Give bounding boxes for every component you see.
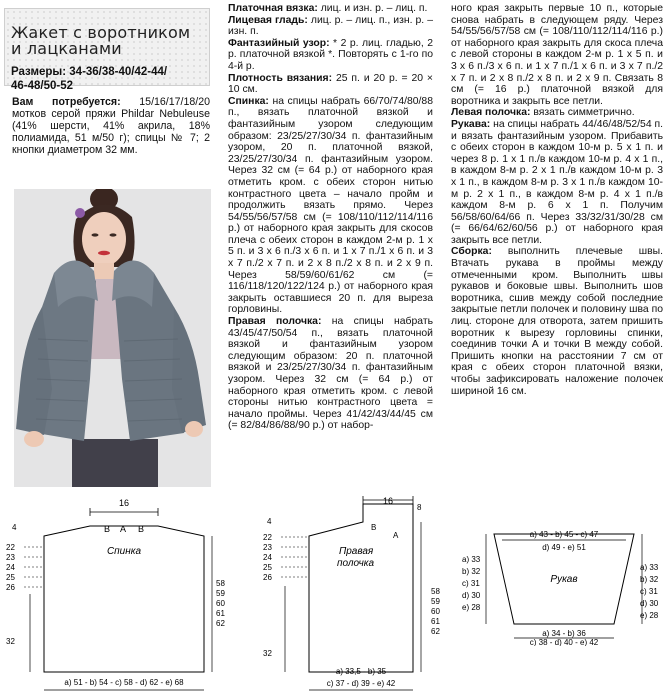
col3-p2-text: вязать симметрично. <box>530 107 635 119</box>
col2-p6-label: Правая полочка: <box>228 316 322 328</box>
sleeve-right-dim-5: e) 28 <box>640 611 659 620</box>
front-label-line-1: Правая <box>339 546 374 557</box>
title-line-1: Жакет с воротником <box>11 23 191 42</box>
col2-p1-label: Платочная вязка: <box>228 3 318 14</box>
sleeve-left-dim-3: c) 31 <box>462 579 480 588</box>
back-point-b-left: B <box>104 524 111 534</box>
col2-p4-label: Плотность вязания: <box>228 72 333 84</box>
back-left-dim-2: 22 <box>6 543 15 552</box>
back-right-dim-3: 60 <box>216 599 225 608</box>
back-top-width: 16 <box>118 498 130 508</box>
front-right-dim-2: 59 <box>431 597 440 606</box>
front-label-line-2: полочка <box>337 558 375 569</box>
back-left-dim-7: 32 <box>6 637 15 646</box>
col2-p2-label: Лицевая гладь: <box>228 14 308 26</box>
col2-p1-text: лиц. и изн. р. – лиц. п. <box>317 3 428 14</box>
col3-p1-text: ного края закрыть первые 10 п., которые снова набрать в следующем ряду. Через 54/55/56/57/58 см (= 108/110/112/114/116 р.) от наборного края закрыть для скоса плеча с левой стороны в каждом 2-м р. 1 х 5 п. и 3 х 6 п./3 х 6 п. и 1 х 7 п./1 х 6 п. и 3 х 7 п./2 х 7 п. и 2 х 8 п./2 х 8 п. и 2 х 9 п. Связать 8 см (= 16 р.) платочной вязкой для воротника и закрыть все петли. <box>451 3 663 107</box>
back-left-dim-6: 26 <box>6 583 15 592</box>
col2-p2-text: лиц. р. – лиц. п., изн. р. – изн. п. <box>228 14 433 38</box>
back-right-dim-1: 58 <box>216 579 225 588</box>
sleeve-right-dim-2: b) 32 <box>640 575 659 584</box>
col2-p6-text: на спицы набрать 43/45/47/50/54 п., вязать платочной вязкой и фантазийным узором следующим образом: 20 п. платочной вязкой и 23/25/27/30/34 п. фантазийным узором. Через 32 см (= 64 р.) от наборного края отметить кром. с левой стороны нитью контрастного цвета = начало проймы. Через 41/42/43/44/45 см (= 82/84/86/88/90 р.) от набор- <box>228 316 433 432</box>
back-left-dim-5: 25 <box>6 573 15 582</box>
col2-p3-text: * 2 р. лиц. гладью, 2 р. платочной вязкой *. Повторять с 1-го по 4-й р. <box>228 37 433 72</box>
sleeve-left-dim-5: e) 28 <box>462 603 481 612</box>
materials-label: Вам потребуется: <box>12 96 121 108</box>
col2-p3-label: Фантазийный узор: <box>228 37 330 49</box>
sizes-label: Размеры: <box>11 66 67 78</box>
sleeve-right-dim-4: d) 30 <box>640 599 659 608</box>
back-left-dim-1: 4 <box>12 523 17 532</box>
sleeve-label: Рукав <box>550 574 578 585</box>
back-right-dim-5: 62 <box>216 619 225 628</box>
back-right-dim-4: 61 <box>216 609 225 618</box>
front-left-dim-bottom: 32 <box>263 649 272 658</box>
sizes <box>11 65 207 93</box>
front-top-width: 16 <box>383 496 394 506</box>
pattern-title <box>11 25 207 57</box>
col2-p4-text: 25 п. и 20 р. = 20 × 10 см. <box>228 72 434 96</box>
col3-p2-label: Левая полочка: <box>451 107 531 119</box>
col3-p3-text: на спицы набрать 44/46/48/52/54 п. и вязать фантазийным узором. Прибавить с обеих сторон в каждом 10-м р. 5 х 1 п. и через 8 р. 1 х 1 п./в каждом 10-м р. 4 х 1 п., в каждом 8-м р. 2 х 1 п./в каждом 10-м р. 3 х 1 п., в каждом 8-м р. 3 х 1 п./в каждом 10-м р. 2 х 1 п., в каждом 8-м р. 4 х 1 п./в каждом 8-м р. 6 х 1 п. Получим 56/58/60/64/66 п. Через 33/32/31/30/28 см (= 66/64/62/60/56 р.) от наборного края закрыть все петли. <box>451 118 664 246</box>
back-schematic <box>0 494 225 700</box>
materials-block <box>12 96 210 156</box>
front-right-dim-5: 62 <box>431 627 440 636</box>
sleeve-bottom-dims-2: c) 38 - d) 40 - e) 42 <box>529 638 599 646</box>
back-left-dim-4: 24 <box>6 563 15 572</box>
col3-p4-label: Сборка: <box>451 246 492 258</box>
front-right-dim-1: 58 <box>431 587 440 596</box>
front-schematic <box>255 494 455 700</box>
back-point-a: A <box>120 524 127 534</box>
col3-p3-label: Рукава: <box>451 118 491 130</box>
sleeve-top-dims-2: d) 49 - e) 51 <box>542 543 586 552</box>
col3-p4-text: выполнить плечевые швы. Втачать рукава в проймы между отмеченными кром. Выполнить швы рукавов и боковые швы. Выполнить шов воротника, сшив между собой последние закрытые петли полочек и половину шва по лиц. стороне для отворота, затем пришить воротник к вырезу горловины спинки, соединив точки А и точки В между собой. Пришить кнопки на расстоянии 7 см от края с обеих сторон платочной вязки, чтобы зафиксировать наложение полочек шириной 16 см. <box>451 246 663 397</box>
sleeve-schematic <box>458 526 671 646</box>
materials-text: 15/16/17/18/20 мотков серой пряжи Phildar Nebuleuse (41% шерсти, 41% акрила, 18% полиамида, 51 м/50 г); спицы № 7; 2 кнопки диаметром 32 мм. <box>12 96 210 156</box>
back-right-dim-2: 59 <box>216 589 225 598</box>
front-left-dim-3: 23 <box>263 543 272 552</box>
sleeve-left-dim-1: a) 33 <box>462 555 481 564</box>
column-2 <box>228 3 433 432</box>
model-photo <box>14 189 211 487</box>
front-point-b: B <box>371 523 377 532</box>
front-left-dim-2: 22 <box>263 533 272 542</box>
model-photo-illustration <box>14 189 211 487</box>
front-bottom-dims-2: c) 37 - d) 39 - e) 42 <box>326 679 396 688</box>
sleeve-right-dim-3: c) 31 <box>640 587 658 596</box>
front-left-dim-4: 24 <box>263 553 272 562</box>
column-3 <box>451 3 663 397</box>
sleeve-left-dim-4: d) 30 <box>462 591 481 600</box>
front-point-a: A <box>393 531 399 540</box>
back-point-b-right: B <box>138 524 145 534</box>
front-right-dim-4: 61 <box>431 617 440 626</box>
front-bottom-dims-1: a) 33,5 - b) 35 <box>335 667 387 676</box>
col2-p5-text: на спицы набрать 66/70/74/80/88 п., вязать платочной вязкой и фантазийным узором следующим образом: 23/25/27/30/34 п. фантазийным узором, 20 п. платочной вязкой, 23/25/27/30/34 п. фантазийным узором. Через 32 см (= 64 р.) от наборного края отметить кром. с обеих сторон нитью контрастного цвета – начало пройм и продолжить вязать прямо. Через 54/55/56/57/58 см (= 108/110/112/114/116 р.) от наборного края закрыть для скосов плеча с обеих сторон в каждом 2-м р. 1 х 5 п. и 3 х 6 п./3 х 6 п. и 1 х 7 п./1 х 6 п. и 3 х 7 п./2 х 7 п. и 2 х 8 п./2 х 8 п. и 2 х 9 п. Через 58/59/60/61/62 см (= 116/118/120/122/124 р.) от наборного края закрыть оставшиеся 20 п. для выреза горловины. <box>228 95 433 316</box>
title-box <box>4 8 210 92</box>
sleeve-right-dim-1: a) 33 <box>640 563 659 572</box>
back-bottom-dims: a) 51 - b) 54 - c) 58 - d) 62 - e) 68 <box>64 678 184 687</box>
sleeve-left-dim-2: b) 32 <box>462 567 481 576</box>
back-label: Спинка <box>106 546 142 557</box>
back-left-dim-3: 23 <box>6 553 15 562</box>
front-right-dim-3: 60 <box>431 607 440 616</box>
sleeve-bottom-dims-1: a) 34 - b) 36 <box>542 629 586 638</box>
col2-p5-label: Спинка: <box>228 95 269 107</box>
front-right-top-dim: 8 <box>417 503 422 512</box>
sizes-value-2: 46-48/50-52 <box>11 80 74 92</box>
front-left-dim-1: 4 <box>267 517 272 526</box>
sizes-value: 34-36/38-40/42-44/ <box>66 66 168 78</box>
title-line-2: и лацканами <box>11 39 122 58</box>
front-left-dim-6: 26 <box>263 573 272 582</box>
front-left-dim-5: 25 <box>263 563 272 572</box>
sleeve-top-dims-1: a) 43 - b) 45 - c) 47 <box>529 530 599 539</box>
